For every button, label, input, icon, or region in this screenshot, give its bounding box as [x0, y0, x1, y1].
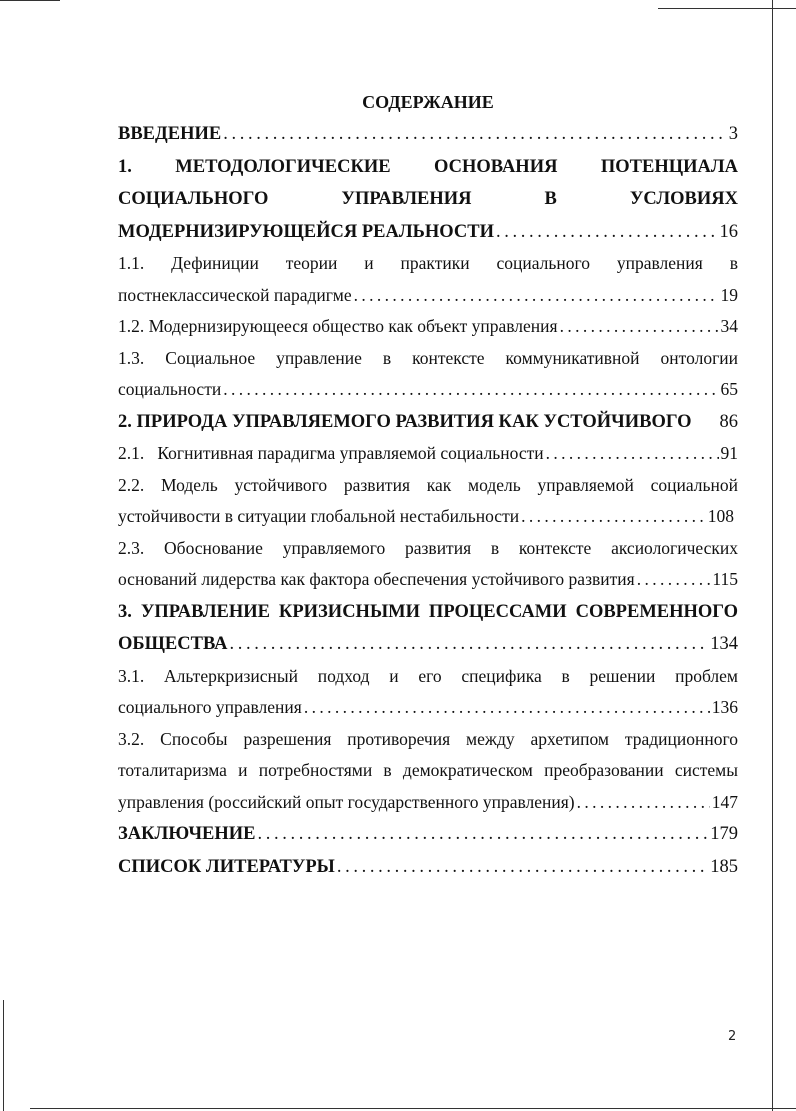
toc-label: управления (российский опыт государственного управления) [118, 791, 575, 812]
toc-label: ВВЕДЕНИЕ [118, 124, 222, 144]
toc-page: 3 [728, 124, 738, 144]
toc-leader [560, 311, 719, 343]
scan-edge-bottom [30, 1108, 796, 1109]
toc-entry-ch3-line1: 3. УПРАВЛЕНИЕ КРИЗИСНЫМИ ПРОЦЕССАМИ СОВРЕМЕННОГО [118, 601, 738, 622]
toc-page: 19 [720, 284, 738, 305]
toc-leader [337, 851, 708, 884]
toc-page: 16 [719, 221, 738, 242]
toc-label: ЗАКЛЮЧЕНИЕ [118, 824, 256, 844]
toc-entry-1-3-line2 [118, 374, 738, 406]
toc-word: 1. [118, 156, 132, 177]
toc-entry-intro [118, 118, 738, 151]
toc-page: 185 [710, 856, 738, 877]
toc-page: 108 [707, 506, 734, 526]
toc-word: В [544, 189, 557, 209]
scan-edge-top-left [0, 0, 60, 1]
toc-entry-1-1-line2 [118, 280, 738, 312]
scan-edge-top-right [658, 8, 796, 9]
toc-entry-2-2-line2 [118, 501, 734, 533]
toc-entry-1-2 [118, 311, 738, 343]
toc-word: МЕТОДОЛОГИЧЕСКИЕ [175, 156, 391, 177]
toc-title: СОДЕРЖАНИЕ [362, 92, 494, 112]
toc-label: 1.2. Модернизирующееся общество как объект управления [118, 316, 558, 336]
toc-entry-2-3-line1: 2.3. Обоснование управляемого развития в контексте аксиологических [118, 537, 738, 558]
toc-word: ПОТЕНЦИАЛА [600, 156, 738, 177]
toc-leader [304, 692, 710, 724]
page-number: 2 [728, 1029, 737, 1044]
toc-entry-1-1-line1: 1.1. Дефиниции теории и практики социального управления в [118, 253, 738, 273]
toc-entry-3-1-line2 [118, 692, 738, 724]
toc-label: ОБЩЕСТВА [118, 634, 228, 654]
toc-label: 2. ПРИРОДА УПРАВЛЯЕМОГО РАЗВИТИЯ КАК УСТОЙЧИВОГО [118, 411, 692, 432]
scan-edge-left [3, 1000, 4, 1111]
toc-entry-ch2 [118, 406, 738, 439]
toc-entry-2-3-line2 [118, 564, 738, 596]
toc-entry-ch1-line3 [118, 216, 738, 249]
toc-page: 91 [720, 443, 738, 463]
toc-word: ОСНОВАНИЯ [434, 156, 558, 177]
toc-label: оснований лидерства как фактора обеспечения устойчивого развития [118, 569, 635, 589]
toc-page: 136 [711, 697, 738, 717]
toc-leader [521, 501, 706, 533]
toc-label: СПИСОК ЛИТЕРАТУРЫ [118, 856, 335, 877]
toc-leader [223, 118, 727, 151]
toc-entry-bibliography [118, 851, 738, 884]
toc-entry-2-1 [118, 438, 738, 470]
toc-label: постнеклассической парадигме [118, 284, 352, 305]
toc-entry-3-1-line1: 3.1. Альтеркризисный подход и его специфика в решении проблем [118, 665, 738, 686]
toc-word: УПРАВЛЕНИЯ [341, 189, 472, 209]
toc-leader [637, 564, 711, 596]
toc-leader [496, 216, 718, 249]
toc-label: социальности [118, 379, 222, 399]
toc-label: устойчивости в ситуации глобальной нестабильности [118, 506, 520, 526]
toc-entry-2-2-line1: 2.2. Модель устойчивого развития как модель управляемой социальной [118, 474, 738, 495]
toc-leader [223, 374, 718, 406]
scan-edge-right [772, 0, 773, 1111]
toc-page: 65 [720, 379, 738, 399]
toc-label: МОДЕРНИЗИРУЮЩЕЙСЯ РЕАЛЬНОСТИ [118, 221, 494, 242]
toc-word: СОЦИАЛЬНОГО [118, 189, 269, 209]
toc-entry-ch1-line1 [118, 151, 738, 184]
toc-entry-3-2-line1: 3.2. Способы разрешения противоречия между архетипом традиционного [118, 728, 738, 749]
toc-label: социального управления [118, 697, 302, 717]
toc-leader [230, 628, 709, 661]
toc-leader [577, 787, 710, 819]
toc-page: 147 [711, 791, 738, 812]
toc-leader [258, 818, 709, 851]
toc-entry-conclusion [118, 818, 738, 851]
toc-leader [354, 280, 719, 312]
toc-entry-3-2-line3 [118, 787, 738, 819]
toc-entry-1-3-line1: 1.3. Социальное управление в контексте коммуникативной онтологии [118, 347, 738, 368]
toc-page: 115 [712, 569, 738, 589]
toc-leader [546, 438, 719, 470]
toc-page: 134 [710, 634, 738, 654]
table-of-contents [118, 86, 738, 883]
toc-page: 179 [710, 824, 738, 844]
toc-entry-ch3-line2 [118, 628, 738, 661]
toc-entry-3-2-line2: тоталитаризма и потребностями в демократическом преобразовании системы [118, 760, 738, 780]
toc-label: 2.1. Когнитивная парадигма управляемой социальности [118, 443, 544, 463]
toc-page: 34 [720, 316, 738, 336]
toc-word: УСЛОВИЯХ [629, 189, 738, 209]
toc-page: 86 [719, 411, 738, 432]
toc-entry-ch1-line2 [118, 183, 738, 216]
